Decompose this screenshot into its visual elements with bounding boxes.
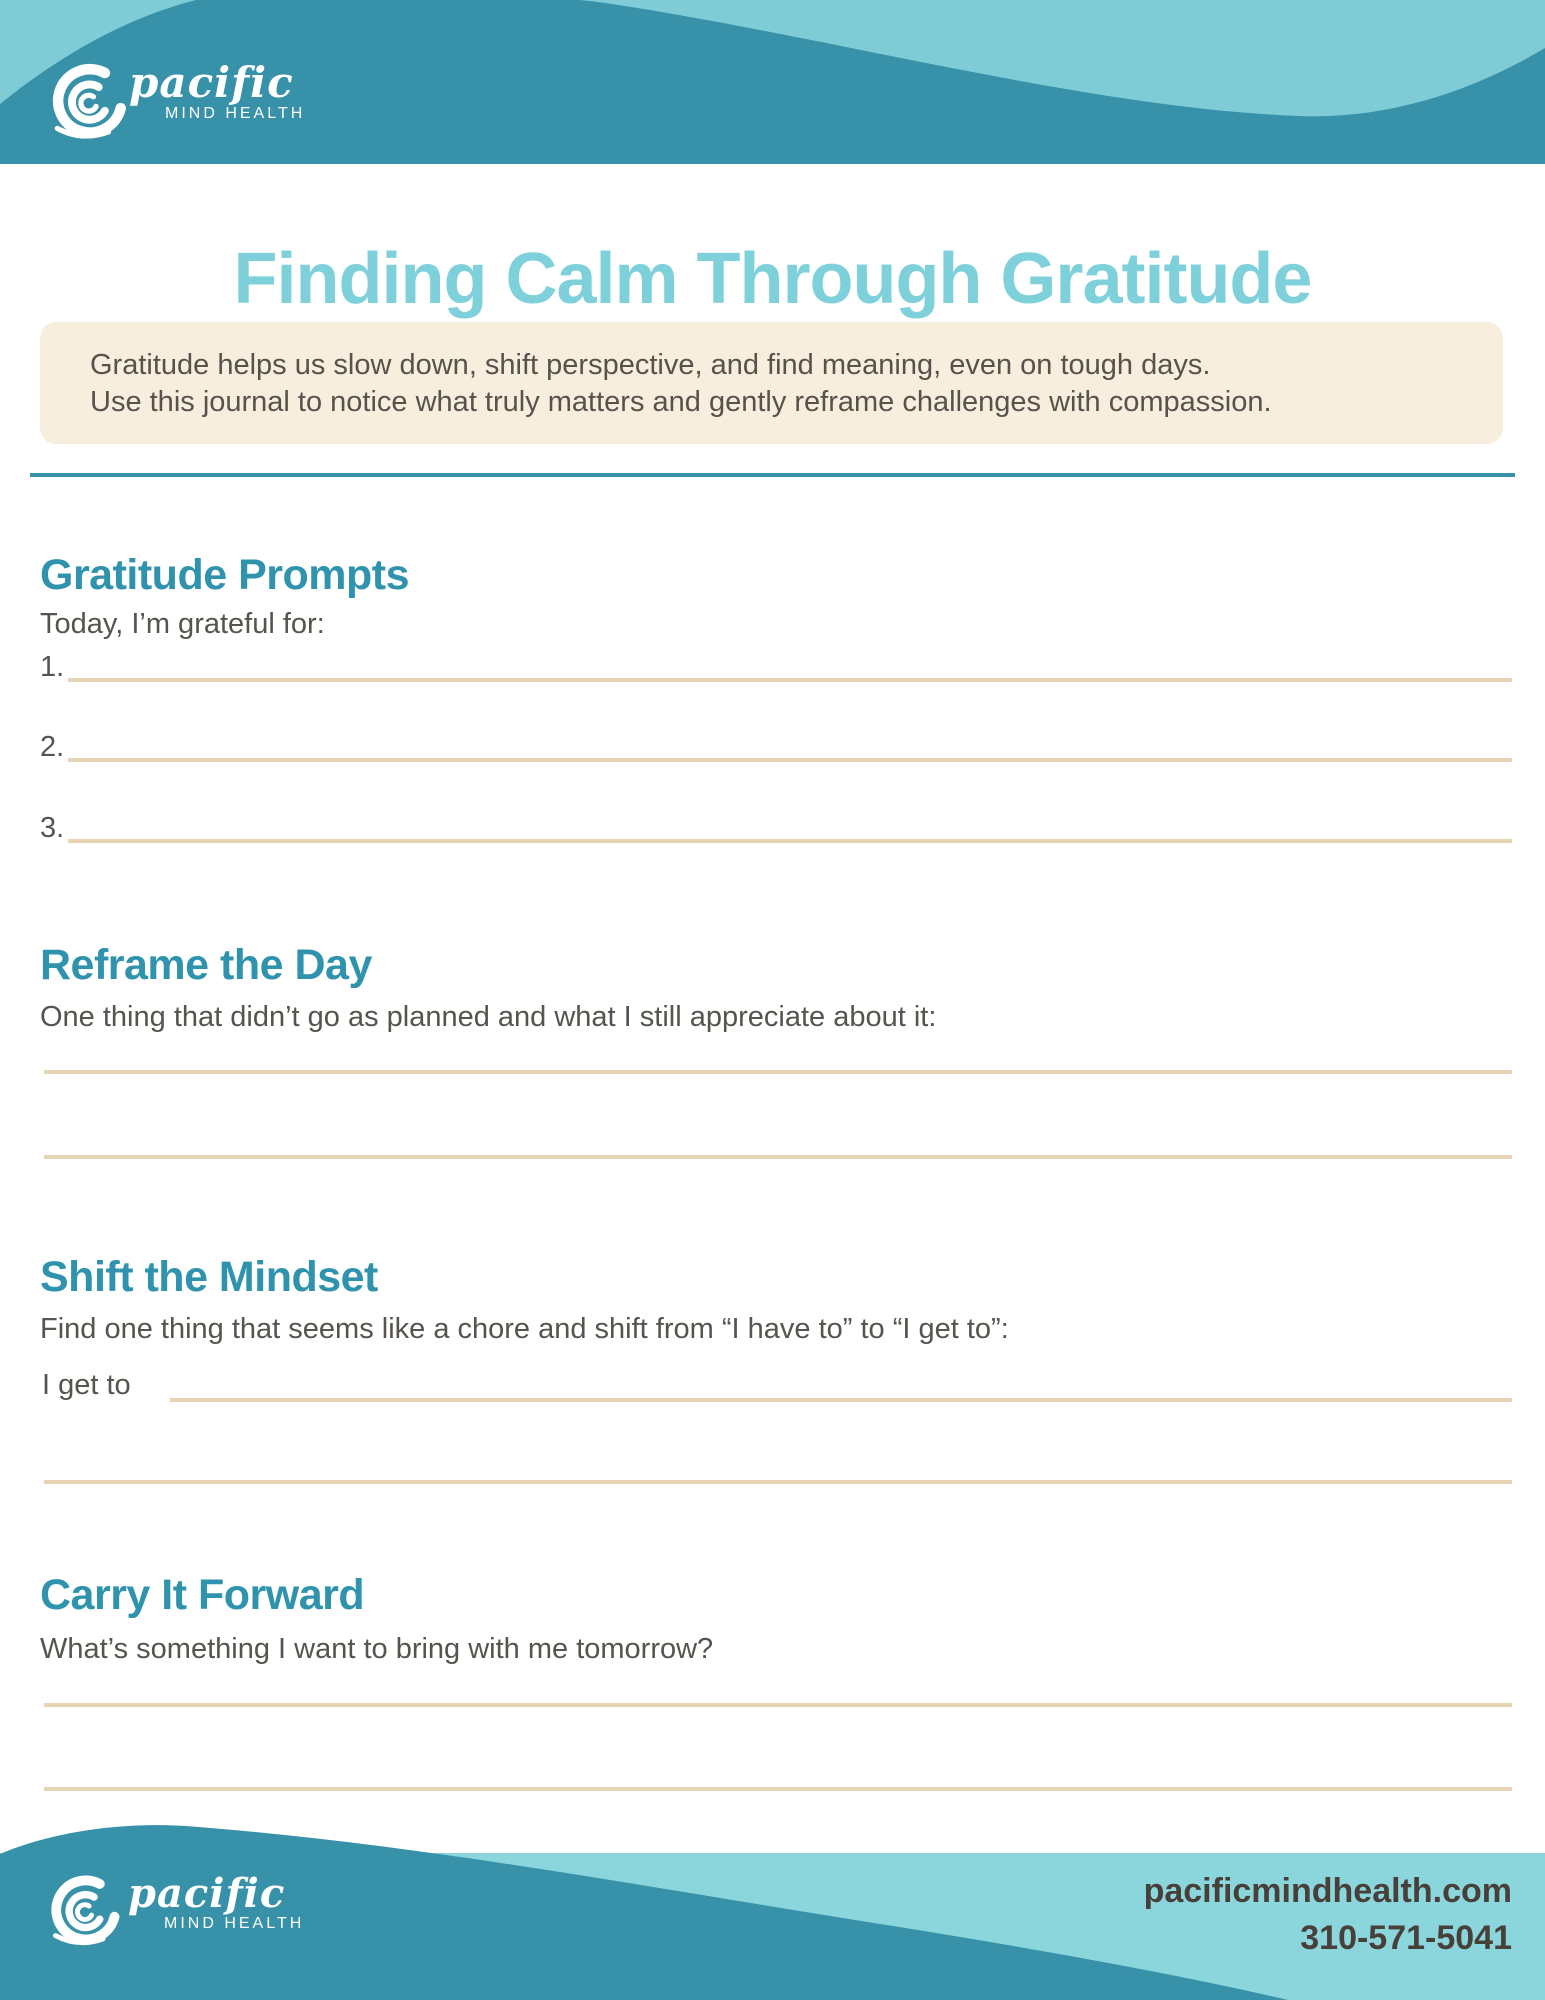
- brand-name-script: pacific: [129, 58, 294, 107]
- section-heading-carry-it-forward: Carry It Forward: [40, 1570, 365, 1619]
- shift-inline-label: I get to: [42, 1369, 131, 1401]
- brand-name-script: pacific: [128, 1870, 286, 1917]
- gratitude-write-line-3[interactable]: [68, 839, 1512, 843]
- carry-write-line-1[interactable]: [44, 1703, 1512, 1707]
- gratitude-item-number-3: 3.: [40, 812, 65, 844]
- gratitude-item-row-3: [40, 810, 1512, 843]
- reframe-prompt-text: One thing that didn’t go as planned and what I still appreciate about it:: [40, 1001, 937, 1033]
- shift-prompt-text: Find one thing that seems like a chore and shift from “I have to” to “I get to”:: [40, 1313, 1009, 1345]
- shift-inline-row: [40, 1368, 1512, 1402]
- wave-spiral-icon: [45, 56, 133, 148]
- header-wave-banner: [0, 0, 1545, 164]
- teal-divider-rule: [30, 473, 1515, 477]
- reframe-write-line-2[interactable]: [44, 1155, 1512, 1159]
- gratitude-write-line-1[interactable]: [68, 678, 1512, 682]
- gratitude-write-line-2[interactable]: [68, 758, 1512, 762]
- shift-write-line-1[interactable]: [170, 1398, 1512, 1402]
- brand-name-caps: MIND HEALTH: [164, 1915, 305, 1932]
- intro-line-1: Gratitude helps us slow down, shift perspective, and find meaning, even on tough days.: [90, 349, 1211, 381]
- carry-write-line-2[interactable]: [44, 1787, 1512, 1791]
- brand-name-caps: MIND HEALTH: [165, 105, 306, 122]
- intro-callout-box: [40, 322, 1503, 444]
- reframe-write-line-1[interactable]: [44, 1070, 1512, 1074]
- gratitude-item-row-1: [40, 649, 1512, 682]
- wave-spiral-icon: [44, 1866, 126, 1956]
- gratitude-item-number-1: 1.: [40, 651, 65, 683]
- gratitude-item-row-2: [40, 729, 1512, 762]
- footer-contact-block: [1144, 1874, 1512, 1955]
- footer-website-link[interactable]: pacificmindhealth.com: [1143, 1872, 1512, 1910]
- shift-write-line-2[interactable]: [44, 1480, 1512, 1484]
- page-title: Finding Calm Through Gratitude: [233, 239, 1312, 320]
- gratitude-prompt-text: Today, I’m grateful for:: [40, 608, 325, 640]
- carry-prompt-text: What’s something I want to bring with me tomorrow?: [40, 1633, 714, 1665]
- footer-phone-number: 310-571-5041: [1300, 1919, 1512, 1957]
- gratitude-item-number-2: 2.: [40, 731, 65, 763]
- section-heading-gratitude-prompts: Gratitude Prompts: [40, 550, 409, 599]
- intro-line-2: Use this journal to notice what truly matters and gently reframe challenges with compassion.: [90, 386, 1272, 418]
- section-heading-shift-the-mindset: Shift the Mindset: [40, 1252, 378, 1301]
- section-heading-reframe-the-day: Reframe the Day: [40, 940, 372, 989]
